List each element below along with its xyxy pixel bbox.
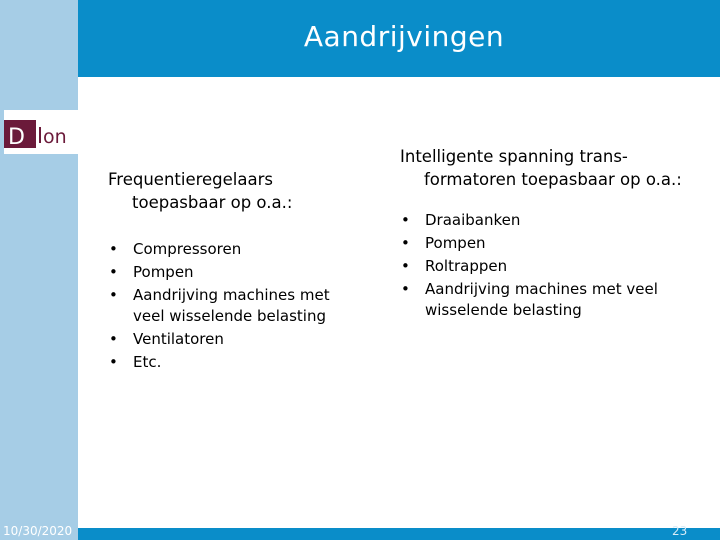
left-column [108,168,358,375]
bullet-icon: • [109,330,118,348]
slide-date: 10/30/2020 [3,524,73,538]
bullet-icon: • [401,280,410,298]
bullet-icon: • [401,211,410,229]
footer-bar [78,528,720,540]
right-bullet-list [400,210,700,321]
bullet-icon: • [109,263,118,281]
list-item [108,262,358,283]
list-item-text: Pompen [133,263,194,281]
left-bullet-list [108,239,358,373]
list-item [400,233,700,254]
right-column [400,145,700,323]
list-item [400,256,700,277]
list-item [108,329,358,350]
list-item-text: Roltrappen [425,257,508,275]
svg-text:D: D [8,125,25,150]
bullet-icon: • [401,257,410,275]
bullet-icon: • [109,353,118,371]
list-item-text: Aandrijving machines met veel wisselende belasting [425,280,658,319]
bullet-icon: • [109,286,118,304]
list-item-text: Etc. [133,353,162,371]
list-item-text: Ventilatoren [133,330,224,348]
list-item [108,239,358,260]
bullet-icon: • [401,234,410,252]
list-item [400,210,700,231]
bullet-icon: • [109,240,118,258]
list-item [108,352,358,373]
left-sidebar-band [0,0,78,540]
svg-text:on: on [43,126,67,148]
list-item-text: Aandrijving machines met veel wisselende belasting [133,286,330,325]
slide-title: Aandrijvingen [303,20,505,53]
list-item [108,285,358,327]
left-column-heading: Frequentieregelaars toepasbaar op o.a.: [108,170,293,212]
list-item [400,279,700,321]
dion-logo-icon [4,110,78,154]
dion-logo [4,110,78,154]
right-column-heading: Intelligente spanning trans-formatoren toepasbaar op o.a.: [400,147,682,189]
list-item-text: Pompen [425,234,486,252]
list-item-text: Compressoren [133,240,242,258]
page-number: 23 [672,524,688,538]
list-item-text: Draaibanken [425,211,521,229]
